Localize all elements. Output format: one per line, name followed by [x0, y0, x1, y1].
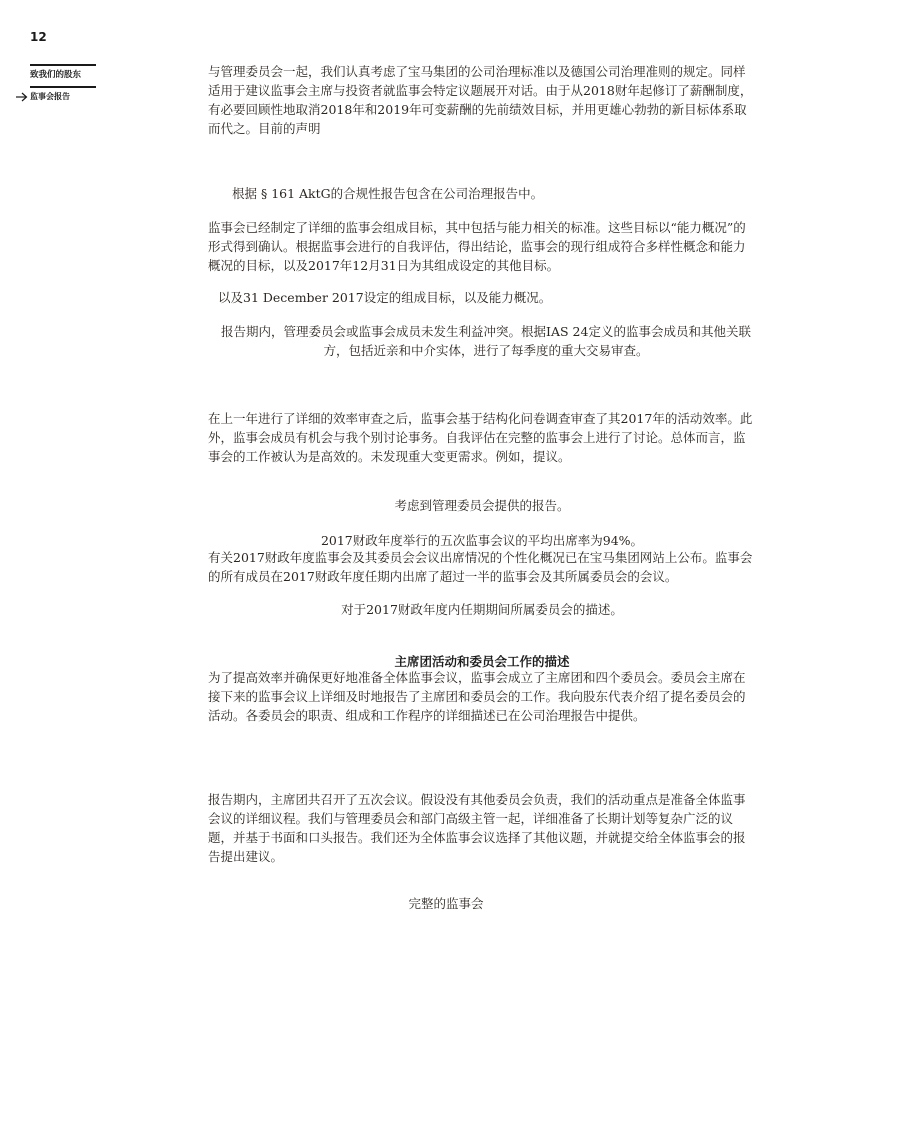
paragraph: 报告期内，管理委员会或监事会成员未发生利益冲突。根据IAS 24定义的监事会成员和其他关联方，包括近亲和中介实体，进行了每季度的重大交易审查。: [221, 324, 751, 358]
sidebar-divider: [30, 86, 96, 88]
sidebar-nav: [16, 64, 96, 102]
paragraph: 完整的监事会: [408, 896, 484, 911]
sidebar-divider: [30, 64, 96, 66]
paragraph: 考虑到管理委员会提供的报告。: [394, 498, 570, 513]
page-number: 12: [30, 30, 47, 44]
paragraph: 以及31 December 2017设定的组成目标，以及能力概况。: [218, 290, 552, 305]
paragraph: 在上一年进行了详细的效率审查之后，监事会基于结构化问卷调查审查了其2017年的活动效率。此外，监事会成员有机会与我个别讨论事务。自我评估在完整的监事会上进行了讨论。总体而言，监事会的工作被认为是高效的。未发现重大变更需求。例如，提议。: [208, 411, 753, 464]
paragraph: 对于2017财政年度内任期期间所属委员会的描述。: [341, 602, 623, 617]
paragraph: 监事会已经制定了详细的监事会组成目标，其中包括与能力相关的标准。这些目标以“能力概况”的形式得到确认。根据监事会进行的自我评估，得出结论，监事会的现行组成符合多样性概念和能力概况的目标，以及2017年12月31日为其组成设定的其他目标。: [208, 220, 746, 273]
sidebar-section-title[interactable]: 致我们的股东: [30, 70, 82, 80]
paragraph: 有关2017财政年度监事会及其委员会会议出席情况的个性化概况已在宝马集团网站上公布。监事会的所有成员在2017财政年度任期内出席了超过一半的监事会及其所属委员会的会议。: [208, 550, 753, 584]
paragraph: 为了提高效率并确保更好地准备全体监事会议，监事会成立了主席团和四个委员会。委员会主席在接下来的监事会议上详细及时地报告了主席团和委员会的工作。我向股东代表介绍了提名委员会的活动。各委员会的职责、组成和工作程序的详细描述已在公司治理报告中提供。: [208, 670, 746, 723]
paragraph: 2017财政年度举行的五次监事会议的平均出席率为94%。: [320, 533, 644, 548]
sidebar-item-label: 监事会报告: [30, 92, 70, 101]
section-heading: 主席团活动和委员会工作的描述: [394, 654, 570, 669]
arrow-right-icon: [16, 92, 28, 102]
paragraph: 与管理委员会一起，我们认真考虑了宝马集团的公司治理标准以及德国公司治理准则的规定。同样适用于建议监事会主席与投资者就监事会特定议题展开对话。由于从2018财年起修订了薪酬制度，有必要回顾性地取消2018年和2019年可变薪酬的先前绩效目标，并用更雄心勃勃的新目标体系取而代之。目前的声明: [208, 64, 753, 136]
sidebar-item-current[interactable]: [16, 91, 96, 102]
paragraph: 根据 § 161 AktG的合规性报告包含在公司治理报告中。: [232, 186, 544, 201]
paragraph: 报告期内，主席团共召开了五次会议。假设没有其他委员会负责，我们的活动重点是准备全体监事会议的详细议程。我们与管理委员会和部门高级主管一起，详细准备了长期计划等复杂广泛的议题，并基于书面和口头报告。我们还为全体监事会议选择了其他议题，并就提交给全体监事会的报告提出建议。: [208, 792, 746, 864]
